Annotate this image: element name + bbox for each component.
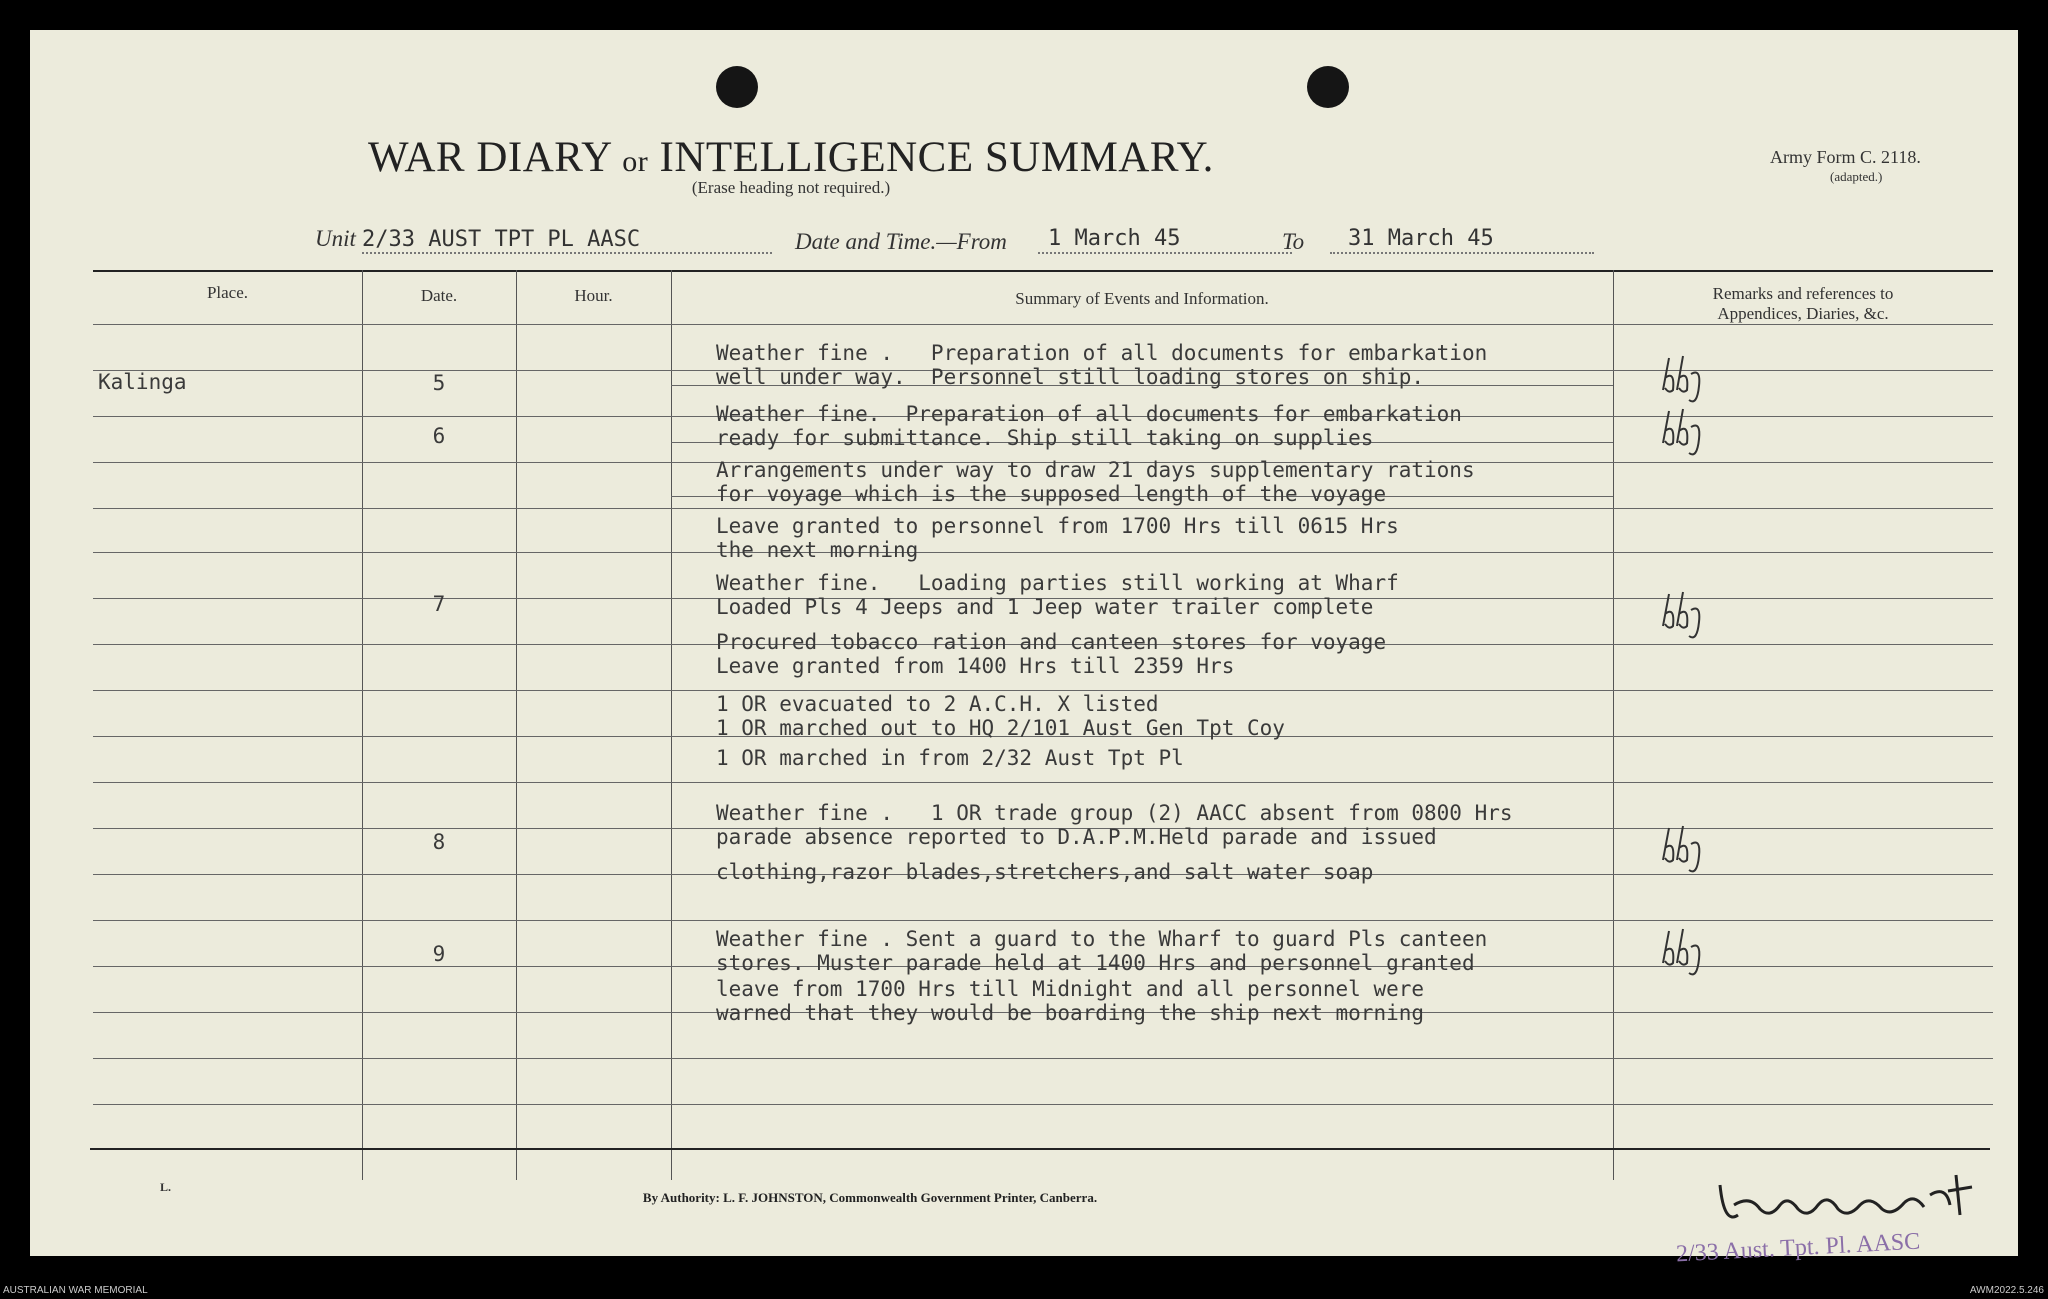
date-cell: 8 <box>432 830 446 854</box>
col-remarks <box>1613 284 1993 324</box>
subtitle: (Erase heading not required.) <box>691 178 891 197</box>
remarks-heading-line1: Remarks and references to <box>1712 284 1894 303</box>
archive-reference: AWM2022.5.246 <box>1969 1285 2044 1296</box>
unit-label: Unit <box>315 226 356 251</box>
punch-hole-right <box>1307 66 1349 108</box>
initials-mark <box>1655 820 1715 878</box>
date-cell: 5 <box>432 371 446 395</box>
col-place: Place. <box>206 283 249 302</box>
initials-mark <box>1655 350 1715 408</box>
entry: Weather fine . 1 OR trade group (2) AACC absent from 0800 Hrs parade absence reported to D.A.P.M.Held parade and issued <box>716 801 1513 849</box>
from-value: 1 March 45 <box>1048 226 1181 251</box>
col-hour: Hour. <box>574 286 613 305</box>
page-title: WAR DIARY or INTELLIGENCE SUMMARY. <box>368 134 1214 181</box>
entry: Weather fine. Preparation of all documents for embarkation ready for submittance. Ship still taking on supplies <box>716 402 1462 450</box>
entry: Weather fine. Loading parties still working at Wharf Loaded Pls 4 Jeeps and 1 Jeep water trailer complete <box>716 571 1399 619</box>
unit-value: 2/33 AUST TPT PL AASC <box>362 227 641 252</box>
date-cell: 6 <box>432 424 446 448</box>
place-kalinga: Kalinga <box>98 370 187 394</box>
initials-mark <box>1655 403 1715 461</box>
entry: clothing,razor blades,stretchers,and salt water soap <box>716 860 1374 884</box>
entry: Weather fine . Preparation of all documents for embarkation well under way. Personnel still loading stores on ship. <box>716 341 1488 389</box>
entry: 1 OR evacuated to 2 A.C.H. X listed 1 OR marched out to HQ 2/101 Aust Gen Tpt Coy <box>716 692 1285 740</box>
date-cell: 9 <box>432 942 446 966</box>
entry: 1 OR marched in from 2/32 Aust Tpt Pl <box>716 746 1184 770</box>
form-adapted: (adapted.) <box>1830 169 1883 184</box>
col-date: Date. <box>420 286 458 305</box>
date-label: Date and Time.—From <box>795 229 1007 254</box>
diary-page <box>30 30 2018 1268</box>
col-summary: Summary of Events and Information. <box>1015 289 1269 308</box>
printer-authority: By Authority: L. F. JOHNSTON, Commonwealth Government Printer, Canberra. <box>642 1190 1098 1205</box>
to-label: To <box>1282 229 1305 254</box>
entry: Leave granted to personnel from 1700 Hrs till 0615 Hrs the next morning <box>716 514 1399 562</box>
entry: leave from 1700 Hrs till Midnight and all personnel were warned that they would be boarding the ship next morning <box>716 977 1425 1025</box>
date-cell: 7 <box>432 592 446 616</box>
entry: Procured tobacco ration and canteen stores for voyage Leave granted from 1400 Hrs till 2359 Hrs <box>716 630 1387 678</box>
entry: Weather fine . Sent a guard to the Wharf to guard Pls canteen stores. Muster parade held at 1400 Hrs and personnel granted <box>716 927 1488 975</box>
punch-hole-left <box>716 66 758 108</box>
remarks-heading-line2: Appendices, Diaries, &c. <box>1717 304 1889 323</box>
archive-credit: AUSTRALIAN WAR MEMORIAL <box>3 1285 148 1296</box>
entry: Arrangements under way to draw 21 days supplementary rations for voyage which is the supposed length of the voyage <box>716 458 1475 506</box>
to-value: 31 March 45 <box>1348 226 1494 251</box>
unit-stamp: 2/33 Aust. Tpt. Pl. AASC <box>1675 1228 1921 1268</box>
form-number: Army Form C. 2118. <box>1770 147 1921 167</box>
footer-letter: L. <box>160 1180 172 1194</box>
initials-mark <box>1655 586 1715 644</box>
initials-mark <box>1655 923 1715 981</box>
